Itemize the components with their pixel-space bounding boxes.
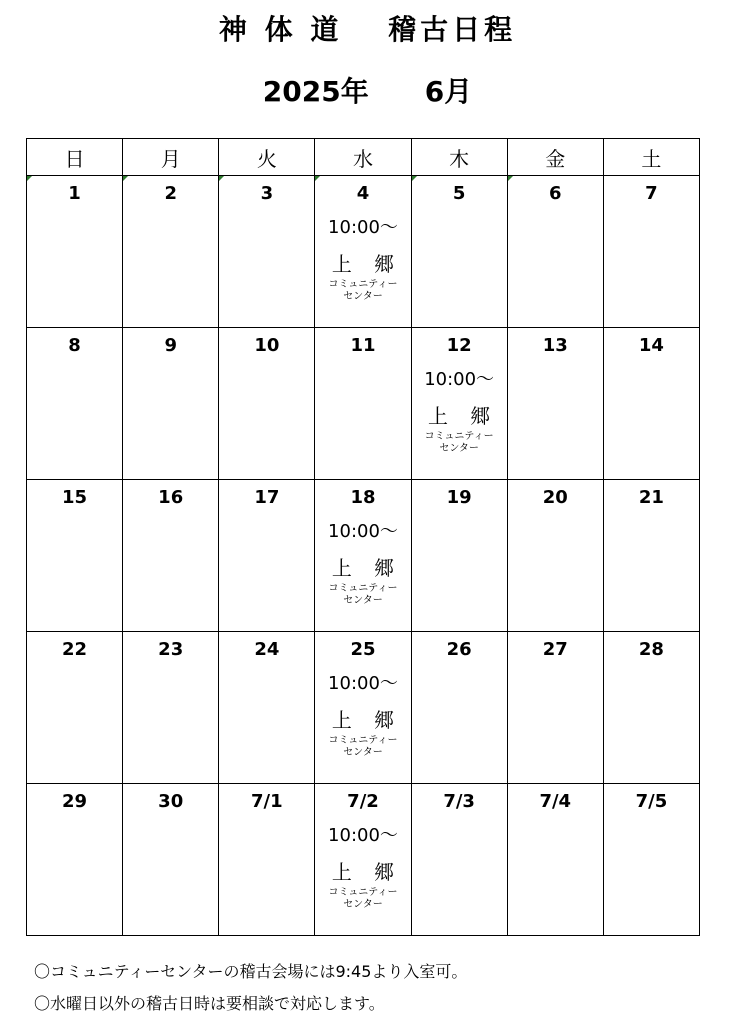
day-cell — [219, 328, 315, 480]
day-number: 7/1 — [251, 791, 283, 812]
week-row — [27, 480, 700, 632]
day-cell — [123, 328, 219, 480]
day-cell — [411, 480, 507, 632]
day-number: 7/4 — [539, 791, 572, 812]
day-number: 9 — [164, 335, 177, 356]
weekday-header-sun: 日 — [27, 139, 123, 176]
week-row — [27, 784, 700, 936]
day-number: 14 — [638, 335, 664, 356]
day-number: 21 — [638, 487, 664, 508]
day-cell — [411, 176, 507, 328]
practice-place: 上 郷 — [427, 404, 499, 428]
day-number: 7 — [645, 183, 658, 204]
practice-place: 上 郷 — [331, 860, 403, 884]
day-cell — [123, 632, 219, 784]
venue-label: センター — [343, 595, 383, 606]
note-line: 〇水曜日以外の稽古日時は要相談で対応します。 — [34, 994, 385, 1013]
day-cell — [411, 632, 507, 784]
day-cell — [219, 632, 315, 784]
day-number: 28 — [638, 639, 664, 660]
corner-mark-icon — [123, 176, 128, 181]
day-cell — [315, 784, 411, 936]
corner-mark-icon — [27, 176, 32, 181]
venue-label: コミュニティー — [328, 887, 398, 898]
day-cell — [603, 328, 699, 480]
practice-time: 10:00〜 — [328, 521, 398, 542]
week-row — [27, 176, 700, 328]
day-number: 24 — [254, 639, 280, 660]
venue-label: センター — [343, 899, 383, 910]
weekday-header-mon: 月 — [123, 139, 219, 176]
day-cell — [315, 480, 411, 632]
day-number: 10 — [254, 335, 280, 356]
practice-place: 上 郷 — [331, 252, 403, 276]
day-number: 8 — [68, 335, 81, 356]
notes — [34, 956, 467, 1020]
day-number: 23 — [158, 639, 184, 660]
day-number: 29 — [62, 791, 88, 812]
practice-time: 10:00〜 — [328, 217, 398, 238]
day-number: 2 — [164, 183, 177, 204]
day-number: 1 — [68, 183, 81, 204]
corner-mark-icon — [315, 176, 320, 181]
day-number: 27 — [542, 639, 568, 660]
day-number: 13 — [542, 335, 568, 356]
weekday-header-wed: 水 — [315, 139, 411, 176]
day-cell — [603, 784, 699, 936]
day-cell — [27, 784, 123, 936]
day-cell — [507, 176, 603, 328]
day-cell — [315, 176, 411, 328]
venue-label: センター — [439, 443, 479, 454]
day-cell — [219, 784, 315, 936]
day-number: 7/5 — [635, 791, 668, 812]
practice-time: 10:00〜 — [328, 825, 398, 846]
venue-label: コミュニティー — [328, 279, 398, 290]
day-number: 18 — [350, 487, 376, 508]
day-number: 7/3 — [443, 791, 475, 812]
day-cell — [315, 328, 411, 480]
day-cell — [219, 176, 315, 328]
venue-label: センター — [343, 747, 383, 758]
week-row — [27, 328, 700, 480]
venue-label: コミュニティー — [328, 735, 398, 746]
day-cell — [219, 480, 315, 632]
practice-place: 上 郷 — [331, 556, 403, 580]
practice-place: 上 郷 — [331, 708, 403, 732]
page-title: 神 体 道 稽古日程 — [218, 13, 517, 46]
note-line: 〇コミュニティーセンターの稽古会場には9:45より入室可。 — [34, 962, 468, 981]
day-cell — [123, 480, 219, 632]
month-heading: 2025年 6月 — [262, 75, 473, 108]
venue-label: コミュニティー — [328, 583, 398, 594]
weekday-header-thu: 木 — [411, 139, 507, 176]
calendar-grid — [26, 138, 700, 936]
corner-mark-icon — [219, 176, 224, 181]
day-number: 7/2 — [347, 791, 379, 812]
day-cell — [123, 176, 219, 328]
weekday-header-sat: 土 — [603, 139, 699, 176]
day-number: 15 — [62, 487, 88, 508]
practice-time: 10:00〜 — [424, 369, 495, 390]
day-cell — [411, 328, 507, 480]
day-cell — [123, 784, 219, 936]
day-number: 11 — [350, 335, 376, 356]
day-number: 20 — [542, 487, 568, 508]
day-cell — [27, 176, 123, 328]
day-number: 3 — [260, 183, 274, 204]
day-cell — [315, 632, 411, 784]
day-cell — [507, 480, 603, 632]
day-number: 26 — [446, 639, 472, 660]
day-cell — [507, 784, 603, 936]
day-cell — [603, 176, 699, 328]
day-number: 16 — [158, 487, 184, 508]
day-cell — [603, 480, 699, 632]
weekday-header-row — [27, 139, 700, 176]
weekday-header-tue: 火 — [219, 139, 315, 176]
practice-time: 10:00〜 — [328, 673, 398, 694]
day-number: 19 — [446, 487, 472, 508]
weekday-header-fri: 金 — [507, 139, 603, 176]
day-cell — [27, 632, 123, 784]
day-number: 30 — [158, 791, 184, 812]
day-cell — [603, 632, 699, 784]
day-cell — [411, 784, 507, 936]
day-number: 17 — [254, 487, 280, 508]
day-cell — [507, 632, 603, 784]
week-row — [27, 632, 700, 784]
calendar-body — [27, 176, 700, 936]
corner-mark-icon — [508, 176, 513, 181]
day-number: 4 — [356, 183, 370, 204]
day-number: 12 — [446, 335, 472, 356]
venue-label: コミュニティー — [424, 431, 494, 442]
day-number: 5 — [452, 183, 466, 204]
day-number: 22 — [62, 639, 88, 660]
day-cell — [507, 328, 603, 480]
day-number: 6 — [549, 183, 562, 204]
day-number: 25 — [350, 639, 376, 660]
day-cell — [27, 328, 123, 480]
day-cell — [27, 480, 123, 632]
corner-mark-icon — [412, 176, 417, 181]
venue-label: センター — [343, 291, 383, 302]
